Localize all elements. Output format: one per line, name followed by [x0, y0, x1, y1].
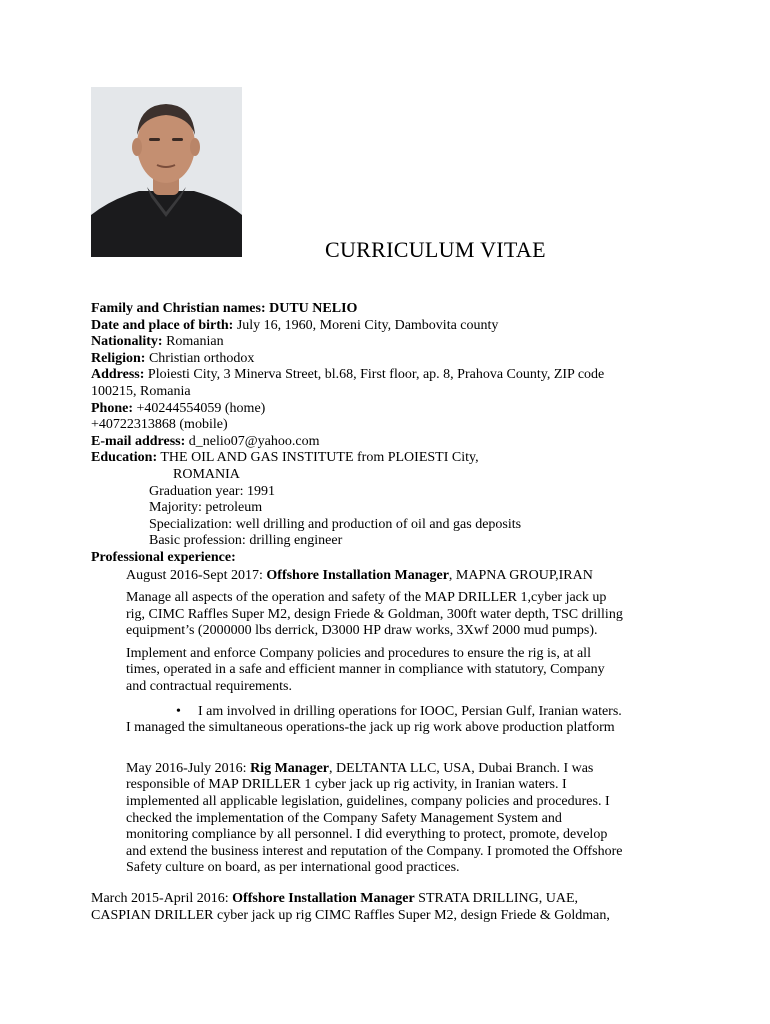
- job1-p1-line: equipment’s (2000000 lbs derrick, D3000 HP draw works, 3Xwf 2000 mud pumps).: [126, 623, 598, 639]
- job1-header: [126, 568, 686, 585]
- job3-header: [91, 891, 691, 908]
- name-label: Family and Christian names:: [91, 301, 266, 316]
- job3-line2: CASPIAN DRILLER cyber jack up rig CIMC Raffles Super M2, design Friede & Goldman,: [91, 907, 610, 923]
- portrait-photo: [91, 87, 242, 257]
- bullet-icon: •: [176, 703, 181, 719]
- job1-p1-line: rig, CIMC Raffles Super M2, design Friede & Goldman, 300ft water depth, TSC drilling: [126, 606, 623, 622]
- job2-line: checked the implementation of the Company Safety Management System and: [126, 810, 562, 826]
- job-entry-mapna: [126, 568, 686, 737]
- nationality-label: Nationality:: [91, 334, 163, 350]
- phone-mobile: +40722313868 (mobile): [91, 417, 228, 433]
- address-line1: Ploiesti City, 3 Minerva Street, bl.68, First floor, ap. 8, Prahova County, ZIP code: [147, 367, 605, 383]
- job3-first-rest: STRATA DRILLING, UAE,: [414, 891, 579, 906]
- email-value: d_nelio07@yahoo.com: [188, 433, 320, 449]
- email-label: E-mail address:: [91, 433, 186, 449]
- job2-line: Safety culture on board, as per international good practices.: [126, 860, 460, 876]
- birth-label: Date and place of birth:: [91, 317, 234, 333]
- nationality-value: Romanian: [166, 334, 224, 350]
- job1-bullet-item: [176, 704, 686, 721]
- job1-paragraph1: [126, 590, 686, 640]
- religion-row: [91, 351, 691, 368]
- job1-p2-line: Implement and enforce Company policies and procedures to ensure the rig is, at all: [126, 645, 591, 661]
- job1-p1-line: Manage all aspects of the operation and safety of the MAP DRILLER 1,cyber jack up: [126, 590, 607, 606]
- religion-label: Religion:: [91, 350, 146, 366]
- name-row: [91, 301, 691, 318]
- name-value: DUTU NELIO: [269, 301, 358, 316]
- job2-line: and extend the business interest and reputation of the Company. I promoted the Offshore: [126, 843, 623, 859]
- job2-role: Rig Manager: [250, 760, 329, 776]
- job1-company: , MAPNA GROUP,IRAN: [448, 567, 593, 583]
- job-entry-strata: [91, 891, 691, 924]
- birth-value: July 16, 1960, Moreni City, Dambovita county: [236, 317, 499, 333]
- job-entry-deltanta: [126, 761, 686, 877]
- phone-home: +40244554059 (home): [136, 400, 266, 416]
- job1-period: August 2016-Sept 2017:: [126, 567, 263, 583]
- basic-profession: Basic profession: drilling engineer: [149, 533, 343, 549]
- job2-line: monitoring compliance by all personnel. I did everything to protect, promote, develop: [126, 827, 608, 843]
- education-country: ROMANIA: [173, 466, 240, 482]
- job1-paragraph2: [126, 646, 686, 696]
- job2-header: [126, 761, 686, 778]
- job1-after-bullet: I managed the simultaneous operations-the jack up rig work above production platform: [126, 720, 615, 736]
- job3-period: March 2015-April 2016:: [91, 891, 229, 906]
- experience-label: Professional experience:: [91, 549, 236, 565]
- address-line2: 100215, Romania: [91, 383, 191, 399]
- job1-p2-line: times, operated in a safe and efficient manner in compliance with statutory, Company: [126, 662, 605, 678]
- email-row: [91, 434, 691, 451]
- education-label: Education:: [91, 450, 158, 466]
- job1-role: Offshore Installation Manager: [266, 567, 449, 583]
- experience-heading: [91, 550, 691, 567]
- graduation-year: Graduation year: 1991: [149, 483, 275, 499]
- nationality-row: [91, 334, 691, 351]
- job1-p2-line: and contractual requirements.: [126, 679, 292, 695]
- birth-row: [91, 318, 691, 335]
- religion-value: Christian orthodox: [148, 350, 255, 366]
- address-label: Address:: [91, 367, 145, 383]
- job2-line: responsible of MAP DRILLER 1 cyber jack up rig activity, in Iranian waters. I: [126, 777, 567, 793]
- phone-label: Phone:: [91, 400, 133, 416]
- document-title: CURRICULUM VITAE: [325, 237, 546, 262]
- job2-period: May 2016-July 2016:: [126, 760, 247, 776]
- specialization: Specialization: well drilling and production of oil and gas deposits: [149, 516, 522, 532]
- portrait-illustration: [91, 87, 242, 257]
- phone-row: [91, 401, 691, 418]
- job1-bullet-text: I am involved in drilling operations for IOOC, Persian Gulf, Iranian waters.: [198, 703, 622, 719]
- majority: Majority: petroleum: [149, 500, 263, 516]
- education-institute: THE OIL AND GAS INSTITUTE from PLOIESTI City,: [160, 450, 479, 466]
- job2-line: implemented all applicable legislation, guidelines, company policies and procedures. I: [126, 794, 610, 810]
- job3-role: Offshore Installation Manager: [232, 891, 415, 906]
- cv-body: [91, 301, 691, 924]
- job2-first-rest: , DELTANTA LLC, USA, Dubai Branch. I was: [329, 760, 594, 776]
- address-row: [91, 367, 691, 384]
- education-row: [91, 450, 691, 467]
